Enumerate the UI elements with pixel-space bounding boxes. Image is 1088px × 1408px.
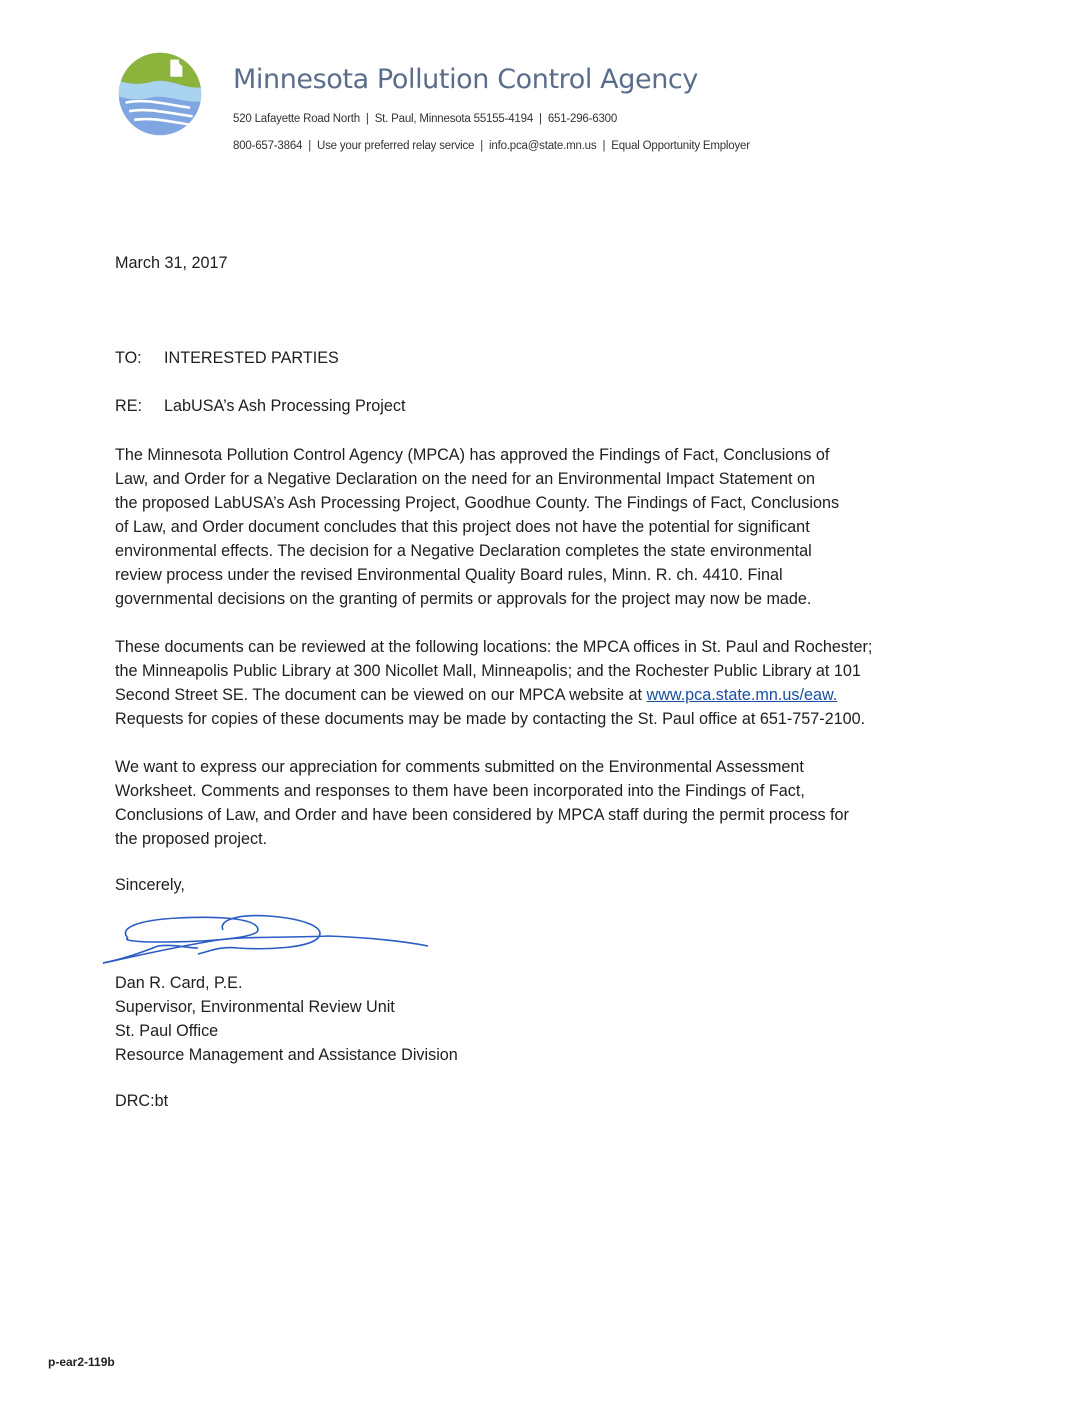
letter-date: March 31, 2017: [115, 254, 228, 272]
re-value: LabUSA’s Ash Processing Project: [164, 397, 406, 415]
re-label: RE:: [115, 397, 142, 415]
address-line-2: 800-657-3864 | Use your preferred relay service | info.pca@state.mn.us | Equal Opportunity Employer: [233, 140, 750, 152]
eoe-statement: Equal Opportunity Employer: [611, 140, 750, 152]
signer-division: Resource Management and Assistance Division: [115, 1046, 458, 1064]
text-line: Worksheet. Comments and responses to them have been incorporated into the Findings of Fact,: [115, 782, 805, 800]
typist-initials: DRC:bt: [115, 1092, 169, 1110]
to-label: TO:: [115, 349, 142, 367]
toll-free-phone: 800-657-3864: [233, 140, 303, 152]
main-phone: 651-296-6300: [547, 113, 618, 125]
text-line: the Minneapolis Public Library at 300 Nicollet Mall, Minneapolis; and the Rochester Public Library at 101: [115, 662, 861, 680]
to-line: [115, 349, 339, 368]
re-line: [115, 397, 405, 416]
text-line: the proposed project.: [115, 830, 268, 848]
text-line: environmental effects. The decision for a Negative Declaration completes the state environmental: [115, 542, 812, 560]
text-line: governmental decisions on the granting of permits or approvals for the project may now be made.: [115, 590, 812, 608]
website-link[interactable]: www.pca.state.mn.us/eaw.: [646, 686, 838, 704]
relay-service: Use your preferred relay service: [317, 140, 475, 152]
signer-office: St. Paul Office: [115, 1022, 219, 1040]
street-address: 520 Lafayette Road North: [233, 113, 360, 125]
document-id: p-ear2-119b: [48, 1355, 115, 1369]
address-line-1: 520 Lafayette Road North | St. Paul, Minnesota 55155-4194 | 651-296-6300: [233, 113, 618, 125]
text-segment: Second Street SE. The document can be viewed on our MPCA website at: [115, 686, 647, 704]
paragraph-locations: [115, 635, 945, 731]
text-line: [115, 683, 945, 707]
text-line: of Law, and Order document concludes that this project does not have the potential for significant: [115, 518, 810, 536]
signer-name: Dan R. Card, P.E.: [115, 974, 243, 992]
text-line: review process under the revised Environmental Quality Board rules, Minn. R. ch. 4410. Final: [115, 566, 783, 584]
text-line: These documents can be reviewed at the following locations: the MPCA offices in St. Paul and Rochester;: [115, 638, 873, 656]
text-line: Requests for copies of these documents may be made by contacting the St. Paul office at 651-757-2100.: [115, 710, 866, 728]
email-address: info.pca@state.mn.us: [489, 140, 597, 152]
agency-name: Minnesota Pollution Control Agency: [233, 64, 698, 95]
paragraph-approval: [115, 443, 930, 611]
text-line: Conclusions of Law, and Order and have been considered by MPCA staff during the permit process for: [115, 806, 849, 824]
paragraph-appreciation: [115, 755, 930, 851]
city-state-zip: St. Paul, Minnesota 55155-4194: [374, 113, 534, 125]
mpca-logo-icon: [117, 51, 203, 137]
text-line: The Minnesota Pollution Control Agency (MPCA) has approved the Findings of Fact, Conclusions of: [115, 446, 830, 464]
signer-title: Supervisor, Environmental Review Unit: [115, 998, 395, 1016]
text-line: We want to express our appreciation for comments submitted on the Environmental Assessment: [115, 758, 804, 776]
closing: Sincerely,: [115, 876, 185, 894]
signature-block: [115, 971, 458, 1067]
text-line: Law, and Order for a Negative Declaration on the need for an Environmental Impact Statement on: [115, 470, 816, 488]
to-value: INTERESTED PARTIES: [164, 349, 339, 367]
handwritten-signature: [98, 908, 438, 968]
text-line: the proposed LabUSA’s Ash Processing Project, Goodhue County. The Findings of Fact, Conclusions: [115, 494, 840, 512]
